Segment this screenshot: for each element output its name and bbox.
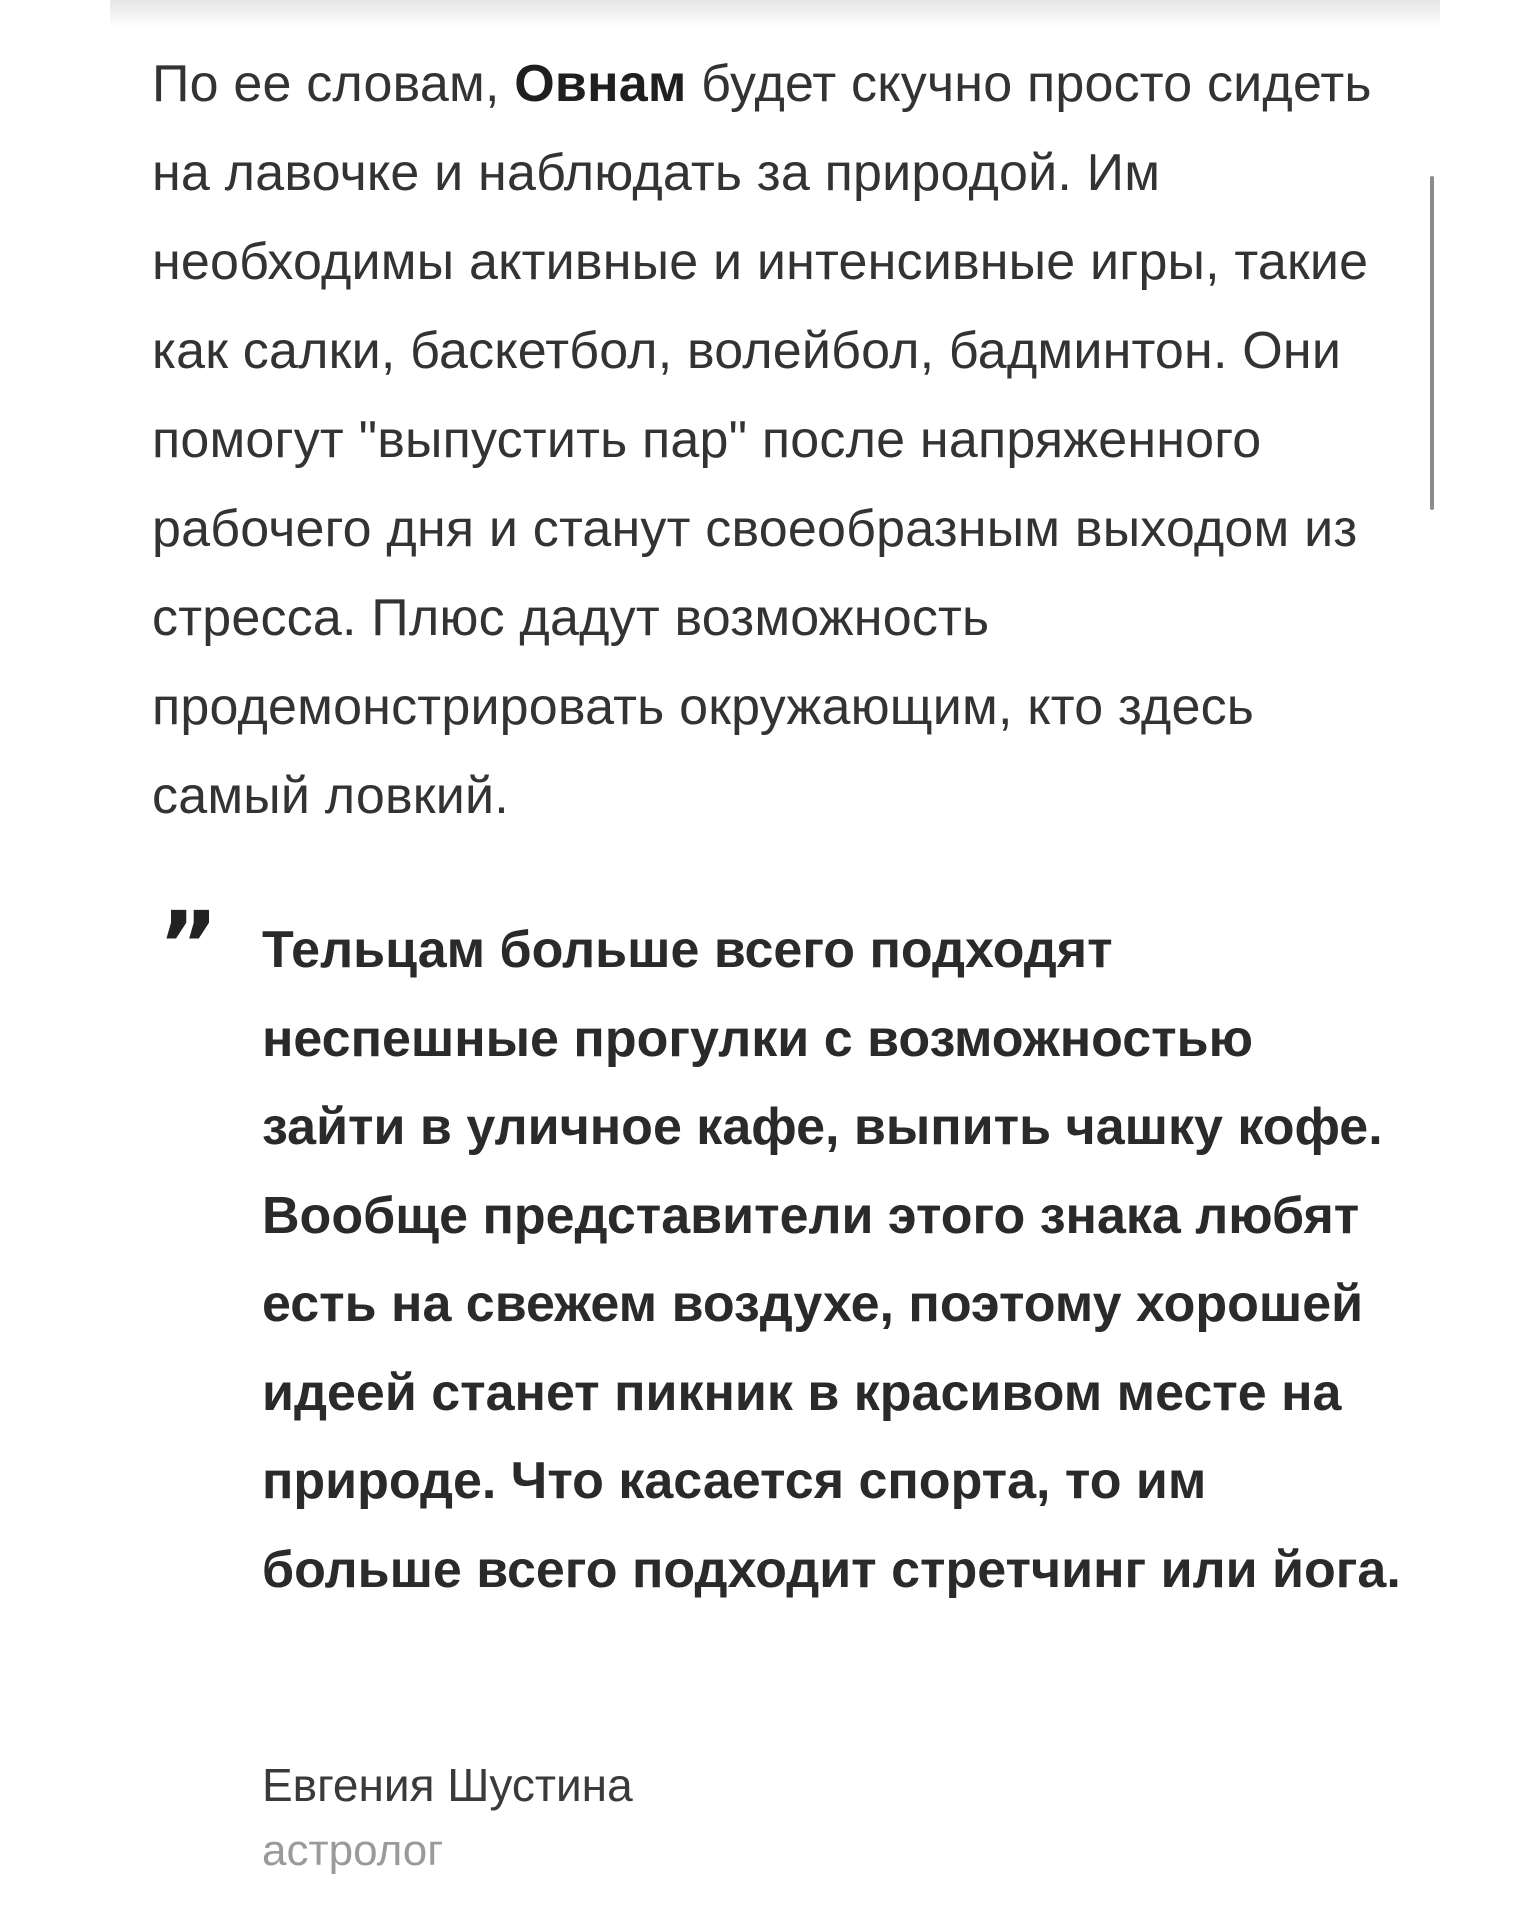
author-name: Евгения Шустина [262, 1759, 633, 1811]
article-paragraph [152, 40, 1402, 841]
article-body [152, 40, 1402, 841]
quote-mark-icon: ” [158, 892, 219, 999]
author-role: астролог [262, 1826, 444, 1875]
quote-author [262, 1752, 1162, 1880]
scrollbar-thumb[interactable] [1430, 176, 1434, 510]
quote-text: Тельцам больше всего подходят неспешные прогулки с возможностью зайти в уличное кафе, выпить чашку кофе. Вообще представители этого знака любят есть на свежем воздухе, поэтому хорошей идеей станет пикник в красивом месте на природе. Что касается спорта, то им больше всего подходит стретчинг или йога. [262, 921, 1401, 1599]
header-shadow [110, 0, 1440, 28]
paragraph-rest: будет скучно просто сидеть на лавочке и наблюдать за природой. Им необходимы активные и интенсивные игры, такие как салки, баскетбол, волейбол, бадминтон. Они помогут "выпустить пар" после напряженного рабочего дня и станут своеобразным выходом из стресса. Плюс дадут возможность продемонстрировать окружающим, кто здесь самый ловкий. [152, 55, 1372, 825]
paragraph-highlight: Овнам [514, 55, 687, 113]
paragraph-intro: По ее словам, [152, 55, 515, 113]
